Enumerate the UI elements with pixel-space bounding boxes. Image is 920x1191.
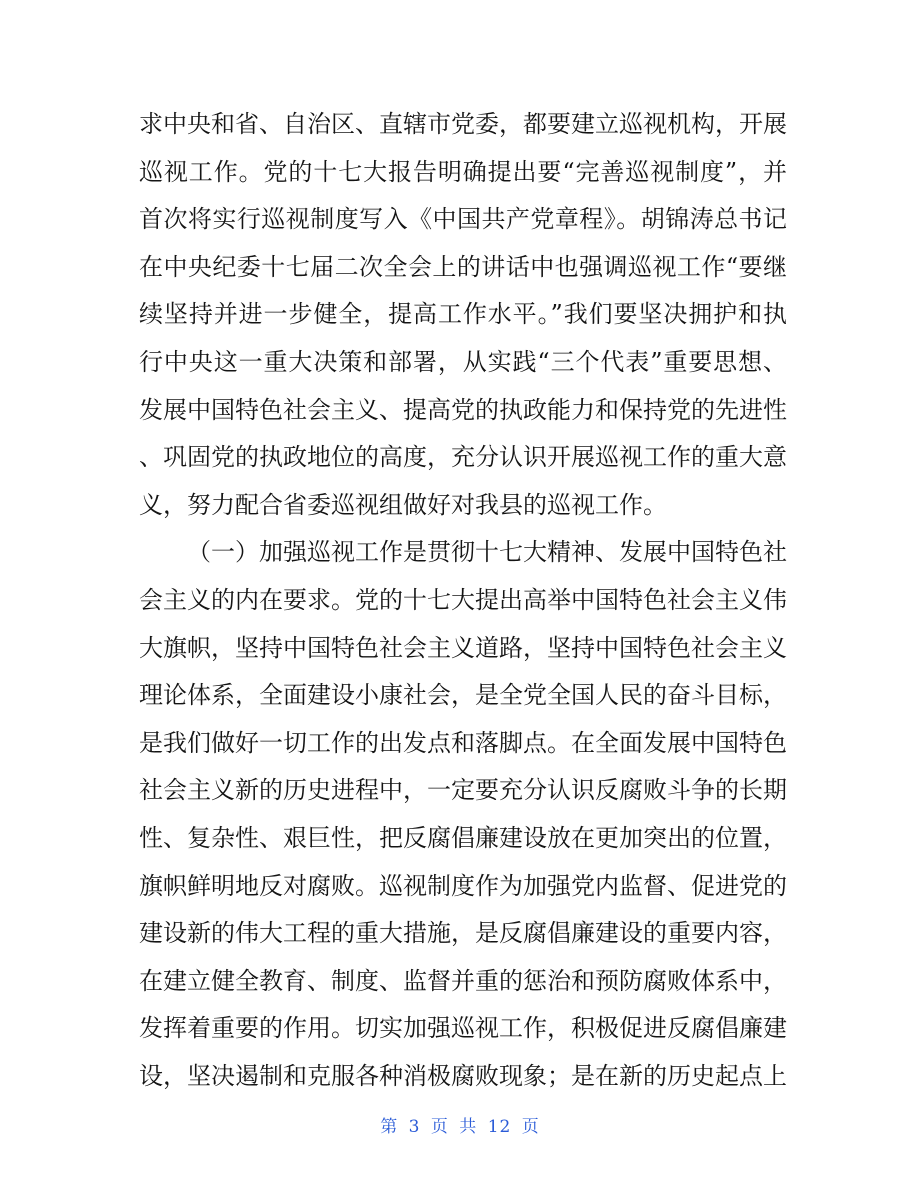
paragraph-1-line-6: 行中央这一重大决策和部署，从实践“三个代表”重要思想、 (139, 347, 787, 376)
total-page-count: 12 (487, 1117, 512, 1137)
paragraph-2-line-7: 性、复杂性、艰巨性，把反腐倡廉建设放在更加突出的位置， (139, 823, 787, 852)
paragraph-1-line-5: 续坚持并进一步健全，提高工作水平。”我们要坚决拥护和执 (139, 300, 787, 329)
paragraph-2-line-3: 大旗帜，坚持中国特色社会主义道路，坚持中国特色社会主义 (139, 633, 787, 662)
paragraph-1-line-9: 义，努力配合省委巡视组做好对我县的巡视工作。 (139, 490, 667, 519)
paragraph-2-line-6: 社会主义新的历史进程中，一定要充分认识反腐败斗争的长期 (139, 776, 787, 805)
total-unit: 页 (521, 1117, 540, 1137)
body-text (139, 101, 787, 1100)
paragraph-2-line-2: 会主义的内在要求。党的十七大提出高举中国特色社会主义伟 (139, 585, 787, 614)
page-label-unit: 页 (430, 1117, 449, 1137)
current-page-number: 3 (408, 1117, 421, 1137)
page-number-footer (0, 1112, 920, 1137)
paragraph-1-line-7: 发展中国特色社会主义、提高党的执政能力和保持党的先进性 (139, 395, 787, 424)
paragraph-1-line-3: 首次将实行巡视制度写入《中国共产党章程》。胡锦涛总书记 (139, 205, 787, 234)
page-label-prefix: 第 (380, 1117, 399, 1137)
total-label: 共 (459, 1117, 478, 1137)
paragraph-2-line-8: 旗帜鲜明地反对腐败。巡视制度作为加强党内监督、促进党的 (139, 871, 787, 900)
paragraph-1-line-1: 求中央和省、自治区、直辖市党委，都要建立巡视机构，开展 (139, 110, 787, 138)
paragraph-2-line-11: 发挥着重要的作用。切实加强巡视工作，积极促进反腐倡廉建 (139, 1014, 787, 1043)
paragraph-2-line-4: 理论体系，全面建设小康社会，是全党全国人民的奋斗目标， (139, 681, 787, 710)
paragraph-2-line-1: （一）加强巡视工作是贯彻十七大精神、发展中国特色社 (187, 538, 787, 567)
paragraph-2-line-10: 在建立健全教育、制度、监督并重的惩治和预防腐败体系中， (139, 966, 787, 995)
paragraph-1-line-8: 、巩固党的执政地位的高度，充分认识开展巡视工作的重大意 (139, 443, 787, 472)
paragraph-2-line-9: 建设新的伟大工程的重大措施，是反腐倡廉建设的重要内容， (139, 919, 787, 948)
paragraph-1-line-4: 在中央纪委十七届二次全会上的讲话中也强调巡视工作“要继 (139, 252, 787, 281)
paragraph-1-line-2: 巡视工作。党的十七大报告明确提出要“完善巡视制度”，并 (139, 157, 787, 186)
paragraph-2-line-5: 是我们做好一切工作的出发点和落脚点。在全面发展中国特色 (139, 728, 787, 757)
paragraph-2-line-12: 设，坚决遏制和克服各种消极腐败现象；是在新的历史起点上 (139, 1061, 787, 1090)
